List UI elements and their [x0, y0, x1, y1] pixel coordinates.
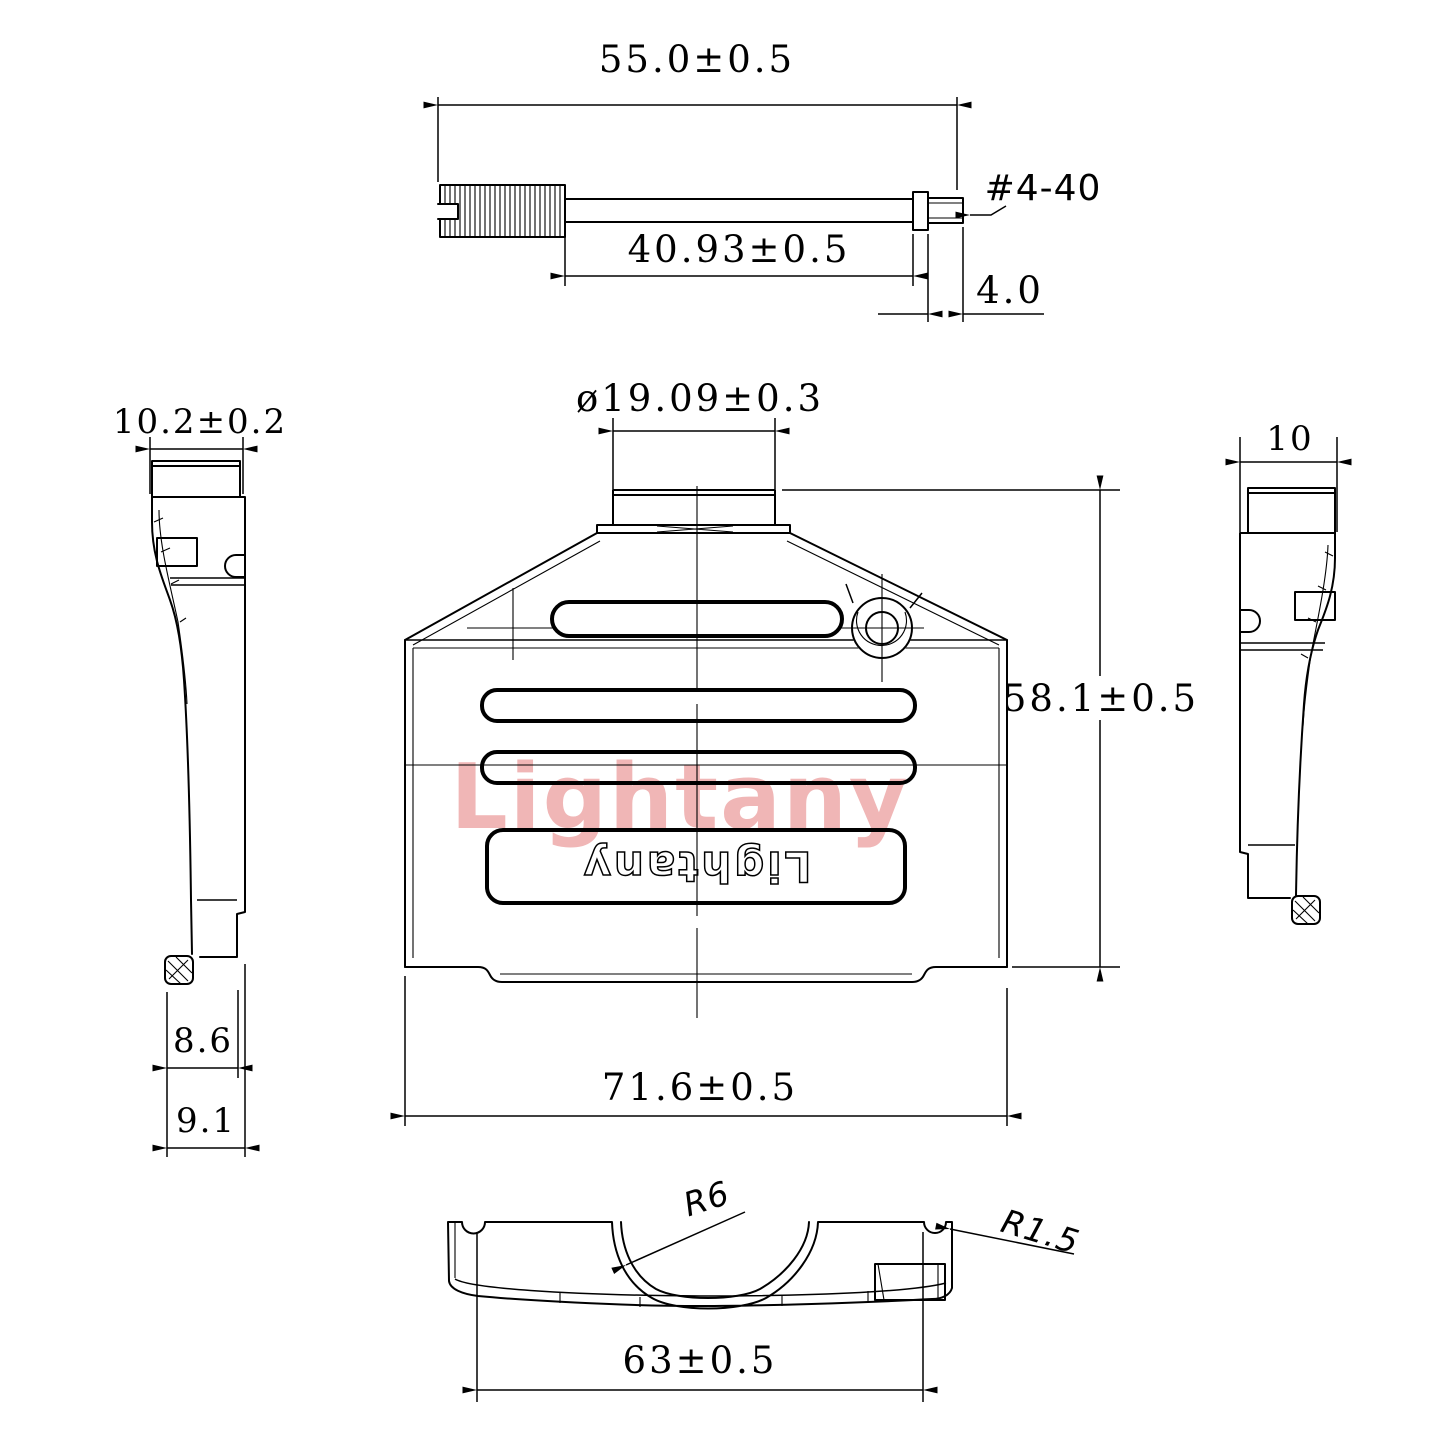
callout-r6-label: R6 — [678, 1172, 735, 1225]
callout-r15-label: R1.5 — [996, 1201, 1085, 1262]
screw-head-slot-mask — [438, 204, 458, 219]
front-logo-text: Lightany — [580, 842, 812, 891]
dim-screw-overall-label: 55.0±0.5 — [598, 38, 796, 81]
dim-front-width-label: 71.6±0.5 — [601, 1066, 799, 1109]
dim-right-top-label: 10 — [1266, 419, 1314, 459]
watermark-text: Lightany — [450, 745, 910, 850]
dim-front-height-label: 58.1±0.5 — [1002, 677, 1200, 720]
dim-left-bottom-inner-label: 8.6 — [172, 1021, 234, 1061]
dim-bottom-width-label: 63±0.5 — [622, 1339, 778, 1382]
dim-left-bottom-outer-label: 9.1 — [175, 1101, 237, 1141]
callout-thread-spec-label: #4-40 — [984, 168, 1102, 209]
dim-screw-shaft-label: 40.93±0.5 — [627, 228, 851, 271]
dim-front-entry-label: ø19.09±0.3 — [575, 377, 825, 420]
callout-thread-spec — [970, 168, 1101, 215]
dim-screw-thread-length-label: 4.0 — [976, 269, 1044, 312]
dim-left-top-label: 10.2±0.2 — [112, 402, 288, 442]
